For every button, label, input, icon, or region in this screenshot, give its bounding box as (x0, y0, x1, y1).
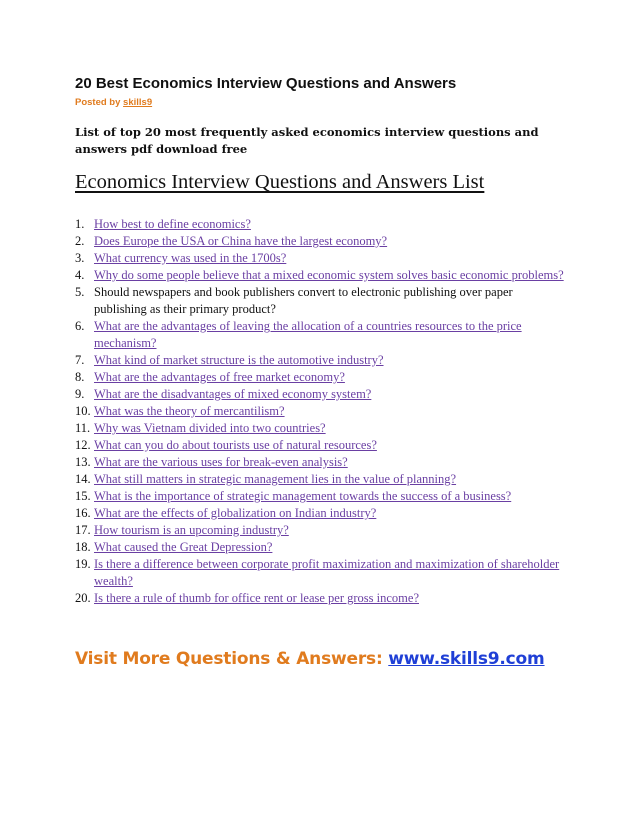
question-item (75, 318, 565, 352)
question-number: 16. (75, 506, 91, 520)
question-link[interactable]: Is there a rule of thumb for office rent or lease per gross income? (94, 591, 419, 605)
question-item (75, 454, 565, 471)
question-number: 6. (75, 319, 85, 333)
footer-website-link[interactable]: www.skills9.com (388, 649, 545, 669)
question-number: 18. (75, 540, 91, 554)
question-item (75, 284, 565, 318)
question-number: 13. (75, 455, 91, 469)
intro-text: List of top 20 most frequently asked economics interview questions and answers pdf download free (75, 125, 539, 156)
question-link[interactable]: How best to define economics? (94, 217, 251, 231)
question-number: 12. (75, 438, 91, 452)
question-number: 20. (75, 591, 91, 605)
question-item (75, 352, 565, 369)
question-number: 19. (75, 557, 91, 571)
question-link[interactable]: Does Europe the USA or China have the largest economy? (94, 234, 388, 248)
question-item (75, 505, 565, 522)
question-link[interactable]: What is the importance of strategic management towards the success of a business? (94, 489, 512, 503)
question-link[interactable]: What caused the Great Depression? (94, 540, 273, 554)
question-link[interactable]: What can you do about tourists use of natural resources? (94, 438, 377, 452)
question-item (75, 233, 565, 250)
question-link[interactable]: What currency was used in the 1700s? (94, 251, 287, 265)
question-number: 5. (75, 285, 85, 299)
question-number: 15. (75, 489, 91, 503)
question-number: 10. (75, 404, 91, 418)
question-item (75, 250, 565, 267)
footer-cta (75, 649, 545, 669)
question-link[interactable]: How tourism is an upcoming industry? (94, 523, 289, 537)
section-heading: Economics Interview Questions and Answers List (75, 171, 485, 193)
author-link[interactable]: skills9 (123, 97, 153, 108)
question-link[interactable]: What was the theory of mercantilism? (94, 404, 285, 418)
question-item (75, 522, 565, 539)
question-number: 4. (75, 268, 85, 282)
question-link[interactable]: Is there a difference between corporate profit maximization and maximization of shareholder wealth? (94, 557, 560, 588)
question-item (75, 488, 565, 505)
question-number: 17. (75, 523, 91, 537)
question-number: 11. (75, 421, 91, 435)
posted-by (75, 97, 152, 108)
question-number: 7. (75, 353, 85, 367)
question-item (75, 369, 565, 386)
question-link[interactable]: Why was Vietnam divided into two countries? (94, 421, 326, 435)
question-item (75, 403, 565, 420)
question-item (75, 471, 565, 488)
question-number: 14. (75, 472, 91, 486)
question-link[interactable]: What are the advantages of leaving the allocation of a countries resources to the price mechanism? (94, 319, 522, 350)
question-item (75, 590, 565, 607)
question-text: Should newspapers and book publishers convert to electronic publishing over paper publishing as their primary product? (94, 285, 513, 316)
question-link[interactable]: Why do some people believe that a mixed economic system solves basic economic problems? (94, 268, 564, 282)
question-item (75, 216, 565, 233)
question-link[interactable]: What are the disadvantages of mixed economy system? (94, 387, 372, 401)
question-number: 1. (75, 217, 85, 231)
posted-by-prefix: Posted by (75, 97, 124, 108)
question-item (75, 539, 565, 556)
question-item (75, 420, 565, 437)
question-item (75, 386, 565, 403)
page-title: 20 Best Economics Interview Questions and Answers (75, 75, 457, 92)
question-item (75, 267, 565, 284)
question-number: 3. (75, 251, 85, 265)
question-item (75, 556, 565, 590)
question-number: 2. (75, 234, 85, 248)
question-item (75, 437, 565, 454)
question-link[interactable]: What are the effects of globalization on Indian industry? (94, 506, 377, 520)
question-link[interactable]: What still matters in strategic management lies in the value of planning? (94, 472, 457, 486)
question-number: 8. (75, 370, 85, 384)
footer-prefix: Visit More Questions & Answers: (75, 649, 389, 669)
question-link[interactable]: What kind of market structure is the automotive industry? (94, 353, 384, 367)
question-link[interactable]: What are the various uses for break-even analysis? (94, 455, 348, 469)
question-list (75, 216, 565, 607)
question-link[interactable]: What are the advantages of free market economy? (94, 370, 345, 384)
question-number: 9. (75, 387, 85, 401)
